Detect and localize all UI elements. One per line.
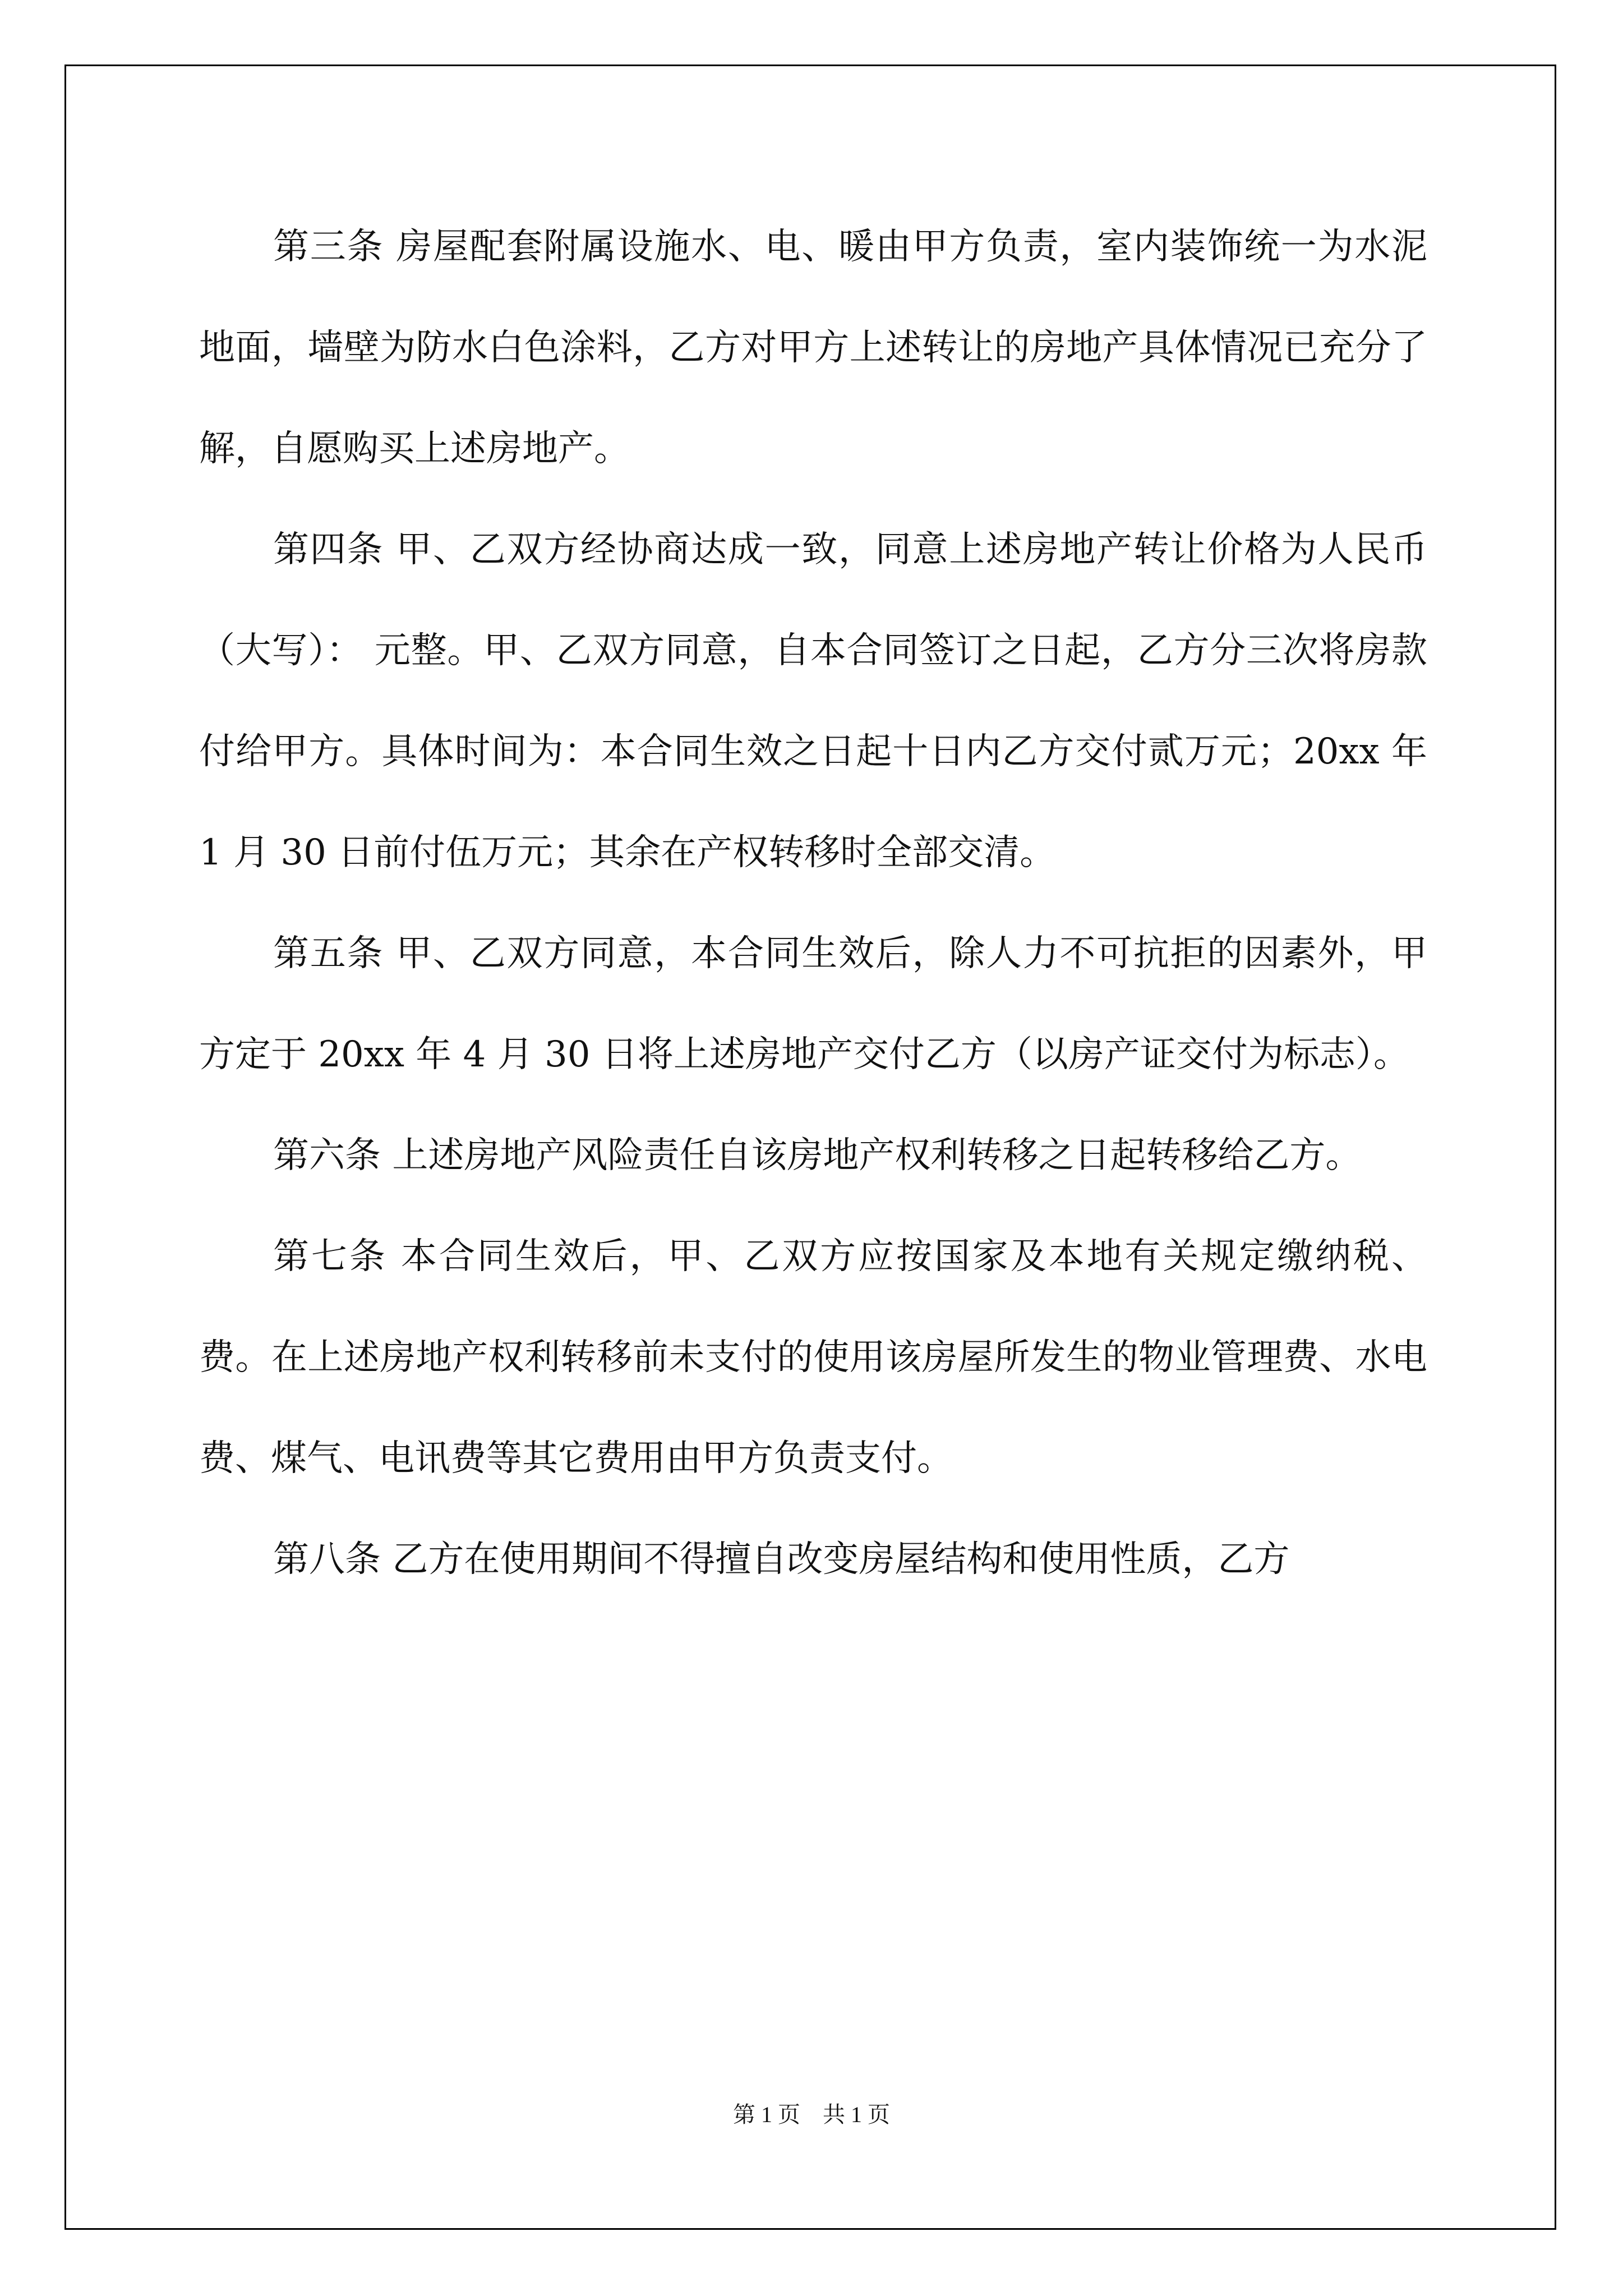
article-4-paragraph: 第四条 甲、乙双方经协商达成一致，同意上述房地产转让价格为人民币（大写）： 元整。甲、乙双方同意，自本合同签订之日起，乙方分三次将房款付给甲方。具体时间为：本合同生效之日起十日内乙方交付贰万元；20xx 年 1 月 30 日前付伍万元；其余在产权转移时全部交清。 [199, 529, 1427, 873]
article-7-paragraph: 第七条 本合同生效后，甲、乙双方应按国家及本地有关规定缴纳税、费。在上述房地产权利转移前未支付的使用该房屋所发生的物业管理费、水电费、煤气、电讯费等其它费用由甲方负责支付。 [199, 1236, 1427, 1479]
page-number-footer: 第 1 页 共 1 页 [733, 2102, 890, 2127]
article-3-paragraph: 第三条 房屋配套附属设施水、电、暖由甲方负责，室内装饰统一为水泥地面，墙壁为防水白色涂料，乙方对甲方上述转让的房地产具体情况已充分了解，自愿购买上述房地产。 [199, 226, 1427, 470]
article-8-paragraph: 第八条 乙方在使用期间不得擅自改变房屋结构和使用性质，乙方 [273, 1539, 1290, 1580]
article-5-paragraph: 第五条 甲、乙双方同意，本合同生效后，除人力不可抗拒的因素外，甲方定于 20xx 年 4 月 30 日将上述房地产交付乙方（以房产证交付为标志）。 [199, 933, 1427, 1075]
document-body [199, 196, 1427, 1610]
article-6-paragraph: 第六条 上述房地产风险责任自该房地产权利转移之日起转移给乙方。 [273, 1135, 1362, 1176]
